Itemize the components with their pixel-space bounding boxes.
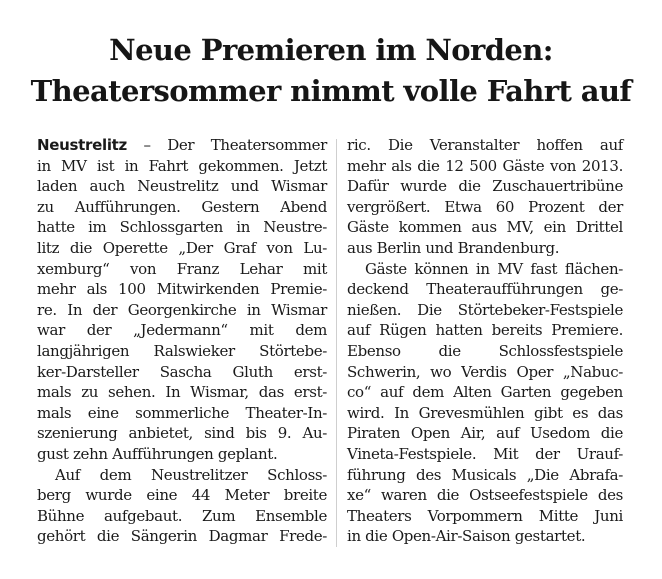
article-line: Auf dem Neustrelitzer Schloss- [55,465,327,484]
article-line: Vineta-Festspiele. Mit der Urauf- [347,444,623,463]
article-line: langjährigen Ralswieker Störtebe- [37,341,327,360]
article-column-left [37,135,327,547]
article-line: führung des Musicals „Die Abrafa- [347,465,623,484]
article-line-text: – Der Theatersommer [143,136,327,154]
article-line: berg wurde eine 44 Meter breite [37,486,327,505]
article-line: aus Berlin und Brandenburg. [347,238,560,257]
article-line: war der „Jedermann“ mit dem [37,321,327,340]
article-line: nießen. Die Störtebeker-Festspiele [347,300,623,319]
column-divider [336,139,337,547]
article-line: co“ auf dem Alten Garten gegeben [347,383,623,402]
article-line: deckend Theateraufführungen ge- [347,280,623,299]
headline-line-1: Neue Premieren im Norden: [109,33,553,67]
article-line: gehört die Sängerin Dagmar Frede- [37,527,327,546]
article-line: in die Open-Air-Saison gestartet. [347,527,586,546]
article-line: mehr als 100 Mitwirkenden Premie- [37,280,327,299]
article-line: ker-Darsteller Sascha Gluth erst- [37,362,327,381]
article-line: mehr als die 12 500 Gäste von 2013. [347,156,623,175]
article-line: wird. In Grevesmühlen gibt es das [347,403,623,422]
article-line: Gäste können in MV fast flächen- [365,259,623,278]
dateline: Neustrelitz [37,136,127,154]
article-line: litz die Operette „Der Graf von Lu- [37,238,327,257]
article-line: laden auch Neustrelitz und Wismar [37,177,327,196]
article-line: mals eine sommerliche Theater-In- [37,403,327,422]
headline-line-2: Theatersommer nimmt volle Fahrt auf [30,74,632,108]
article-line: auf Rügen hatten bereits Premiere. [347,321,623,340]
article-line: gust zehn Aufführungen geplant. [37,444,278,463]
article-line: Bühne aufgebaut. Zum Ensemble [37,506,327,525]
article-line [37,135,327,156]
article-line: xe“ waren die Ostseefestspiele des [347,486,623,505]
article-line: Schwerin, wo Verdis Oper „Nabuc- [347,362,623,381]
article-line: ric. Die Veranstalter hoffen auf [347,136,623,154]
article-line: Ebenso die Schlossfestspiele [347,341,623,360]
article-line: in MV ist in Fahrt gekommen. Jetzt [37,156,327,175]
article-line: Dafür wurde die Zuschauertribüne [347,177,623,196]
article-line: vergrößert. Etwa 60 Prozent der [347,197,623,216]
article-line: Gäste kommen aus MV, ein Drittel [347,218,623,237]
article-column-right [347,135,623,547]
article-line: szenierung anbietet, sind bis 9. Au- [37,424,327,443]
article-line: mals zu sehen. In Wismar, das erst- [37,383,327,402]
article-line: xemburg“ von Franz Lehar mit [37,259,327,278]
article-line: hatte im Schlossgarten in Neustre- [37,218,327,237]
article-line: re. In der Georgenkirche in Wismar [37,300,327,319]
article-line: zu Aufführungen. Gestern Abend [37,197,327,216]
article-line: Piraten Open Air, auf Usedom die [347,424,623,443]
headline [0,30,662,112]
article-line: Theaters Vorpommern Mitte Juni [347,506,623,525]
